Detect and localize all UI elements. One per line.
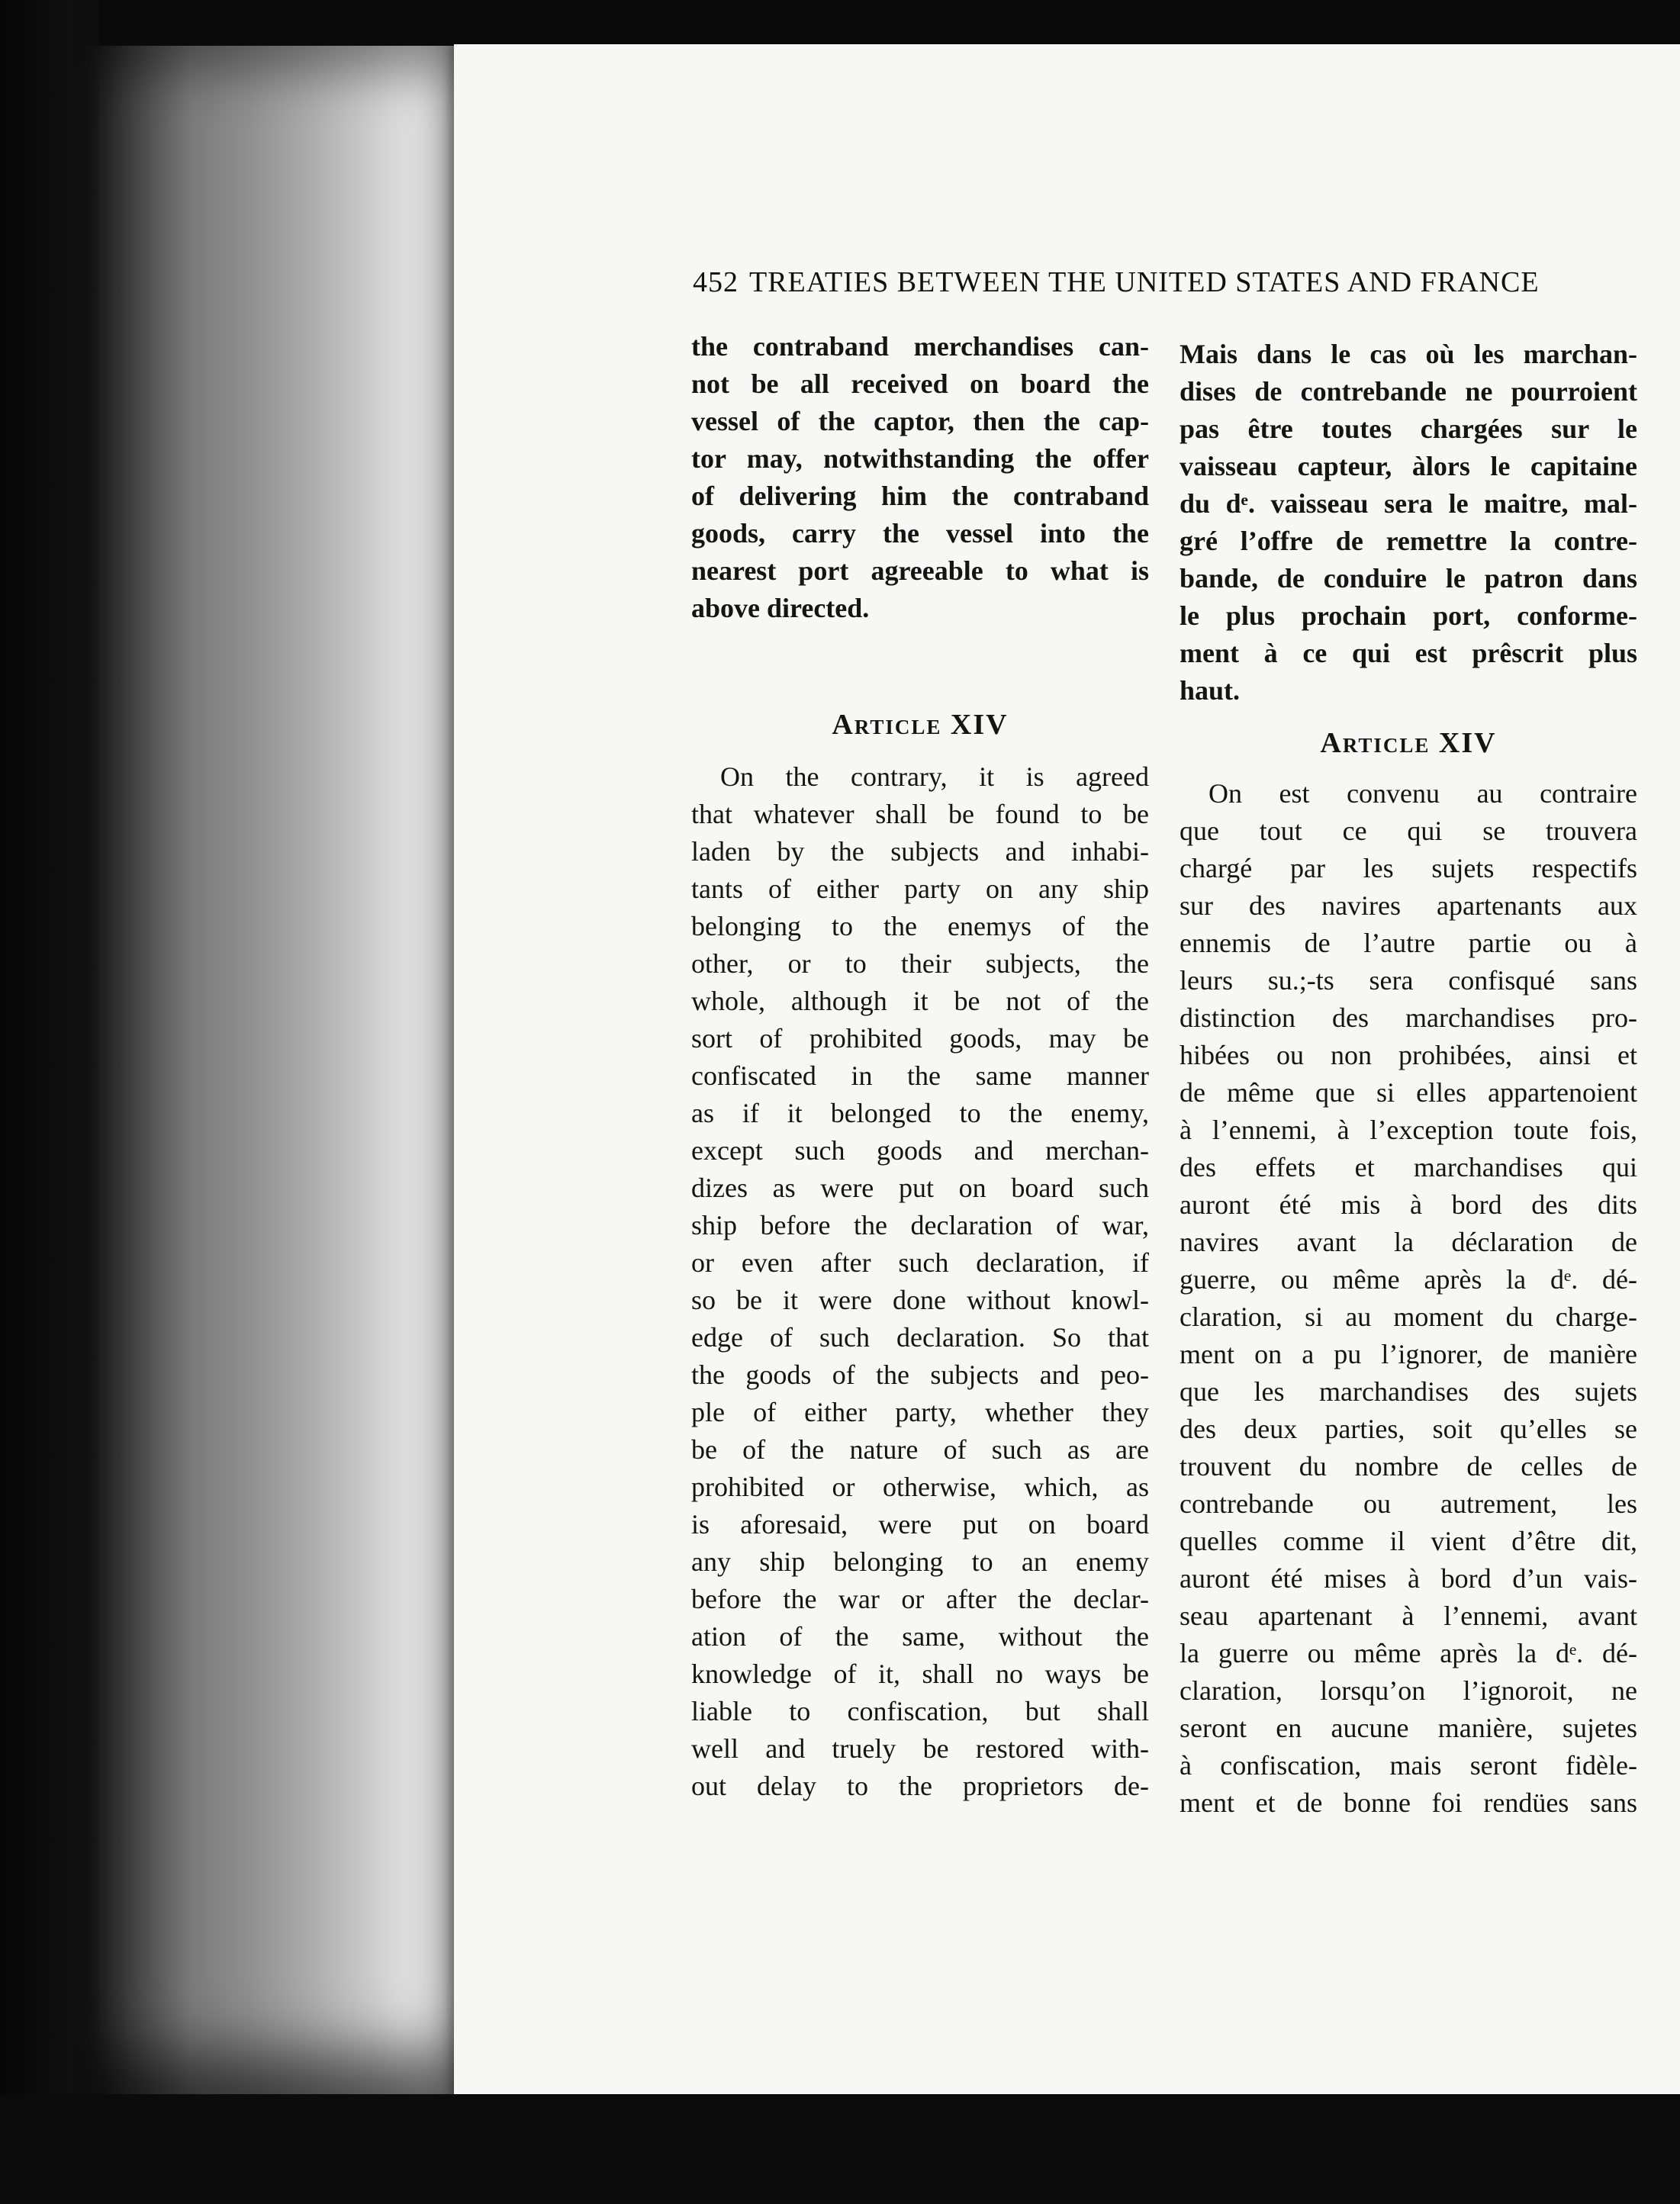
text-line: or even after such declaration, if <box>691 1247 1149 1278</box>
text-line: ment on a pu l’ignorer, de manière <box>1180 1339 1637 1369</box>
text-line: auront été mises à bord d’un vais- <box>1180 1563 1637 1594</box>
text-line: le plus prochain port, conforme- <box>1180 600 1637 631</box>
text-line: navires avant la déclaration de <box>1180 1227 1637 1257</box>
text-line: as if it belonged to the enemy, <box>691 1098 1149 1128</box>
text-line: out delay to the proprietors de- <box>691 1771 1149 1801</box>
text-line: des effets et marchandises qui <box>1180 1152 1637 1182</box>
text-line: de même que si elles appartenoient <box>1180 1077 1637 1108</box>
text-line: la guerre ou même après la dᵉ. dé- <box>1180 1638 1637 1668</box>
text-line: pas être toutes chargées sur le <box>1180 413 1637 444</box>
french-article-paragraph <box>1180 775 1637 1822</box>
text-line: above directed. <box>691 593 870 623</box>
text-line: tor may, notwithstanding the offer <box>691 443 1149 474</box>
text-line: so be it were done without knowl- <box>691 1285 1149 1315</box>
french-continuation-paragraph <box>1180 336 1637 709</box>
text-line: confiscated in the same manner <box>691 1060 1149 1091</box>
text-line: vessel of the captor, then the cap- <box>691 406 1149 436</box>
text-line: des deux parties, soit qu’elles se <box>1180 1414 1637 1444</box>
text-line: belonging to the enemys of the <box>691 911 1149 941</box>
text-line: On the contrary, it is agreed <box>720 761 1149 792</box>
running-head-title: TREATIES BETWEEN THE UNITED STATES AND FRANCE <box>749 266 1540 298</box>
text-line: haut. <box>1180 675 1241 706</box>
text-line: liable to confiscation, but shall <box>691 1696 1149 1726</box>
text-line: the contraband merchandises can- <box>691 331 1149 362</box>
text-line: edge of such declaration. So that <box>691 1322 1149 1353</box>
text-line: sort of prohibited goods, may be <box>691 1023 1149 1054</box>
text-line: of delivering him the contraband <box>691 481 1149 511</box>
text-line: claration, lorsqu’on l’ignoroit, ne <box>1180 1675 1637 1706</box>
text-line: that whatever shall be found to be <box>691 799 1149 829</box>
text-line: tants of either party on any ship <box>691 874 1149 904</box>
text-line: seront en aucune manière, sujetes <box>1180 1713 1637 1743</box>
text-line: ple of either party, whether they <box>691 1397 1149 1427</box>
text-line: guerre, ou même après la dᵉ. dé- <box>1180 1264 1637 1295</box>
text-line: laden by the subjects and inhabi- <box>691 836 1149 867</box>
text-line: auront été mis à bord des dits <box>1180 1189 1637 1220</box>
text-line: gré l’offre de remettre la contre- <box>1180 526 1637 556</box>
text-line: nearest port agreeable to what is <box>691 555 1149 586</box>
text-line: the goods of the subjects and peo- <box>691 1359 1149 1390</box>
text-line: dizes as were put on board such <box>691 1173 1149 1203</box>
text-line: knowledge of it, shall no ways be <box>691 1659 1149 1689</box>
text-line: is aforesaid, were put on board <box>691 1509 1149 1540</box>
text-line: leurs su.;-ts sera confisqué sans <box>1180 965 1637 996</box>
text-line: vaisseau capteur, àlors le capitaine <box>1180 451 1637 481</box>
text-line: à l’ennemi, à l’exception toute fois, <box>1180 1115 1637 1145</box>
text-line: well and truely be restored with- <box>691 1733 1149 1764</box>
french-column <box>1180 336 1637 1822</box>
text-line: except such goods and merchan- <box>691 1135 1149 1166</box>
text-line: distinction des marchandises pro- <box>1180 1002 1637 1033</box>
text-line: before the war or after the declar- <box>691 1584 1149 1614</box>
text-line: quelles comme il vient d’être dit, <box>1180 1526 1637 1556</box>
text-line: goods, carry the vessel into the <box>691 518 1149 549</box>
page-number: 452 <box>693 266 739 298</box>
english-article-heading: Article XIV <box>832 709 1009 741</box>
text-line: trouvent du nombre de celles de <box>1180 1451 1637 1482</box>
text-line: du dᵉ. vaisseau sera le maitre, mal- <box>1180 488 1637 519</box>
english-continuation-paragraph <box>691 328 1149 627</box>
text-line: be of the nature of such as are <box>691 1434 1149 1465</box>
top-dark-band <box>0 0 1680 44</box>
text-line: On est convenu au contraire <box>1209 778 1637 809</box>
text-line: prohibited or otherwise, which, as <box>691 1472 1149 1502</box>
text-line: que tout ce qui se trouvera <box>1180 816 1637 846</box>
text-line: hibées ou non prohibées, ainsi et <box>1180 1040 1637 1070</box>
french-article-heading: Article XIV <box>1320 727 1497 759</box>
text-line: dises de contrebande ne pourroient <box>1180 376 1637 407</box>
text-line: ship before the declaration of war, <box>691 1210 1149 1240</box>
text-line: à confiscation, mais seront fidèle- <box>1180 1750 1637 1781</box>
text-line: ment et de bonne foi rendües sans <box>1180 1787 1637 1818</box>
text-line: not be all received on board the <box>691 368 1149 399</box>
text-line: bande, de conduire le patron dans <box>1180 563 1637 594</box>
text-line: whole, although it be not of the <box>691 986 1149 1016</box>
text-line: other, or to their subjects, the <box>691 948 1149 979</box>
text-line: ment à ce qui est prêscrit plus <box>1180 638 1637 668</box>
text-line: seau apartenant à l’ennemi, avant <box>1180 1601 1637 1631</box>
english-column <box>691 328 1149 1805</box>
bottom-dark-band <box>0 2094 1680 2204</box>
text-line: chargé par les sujets respectifs <box>1180 853 1637 883</box>
text-line: que les marchandises des sujets <box>1180 1376 1637 1407</box>
text-line: any ship belonging to an enemy <box>691 1546 1149 1577</box>
spine-shadow <box>0 0 99 2204</box>
text-line: contrebande ou autrement, les <box>1180 1488 1637 1519</box>
english-article-paragraph <box>691 758 1149 1805</box>
text-line: ennemis de l’autre partie ou à <box>1180 928 1637 958</box>
text-line: claration, si au moment du charge- <box>1180 1301 1637 1332</box>
book-edge-gradient <box>76 46 458 2098</box>
text-line: ation of the same, without the <box>691 1621 1149 1652</box>
text-line: Mais dans le cas où les marchan- <box>1180 339 1637 369</box>
text-line: sur des navires apartenants aux <box>1180 890 1637 921</box>
running-head <box>693 265 1570 299</box>
